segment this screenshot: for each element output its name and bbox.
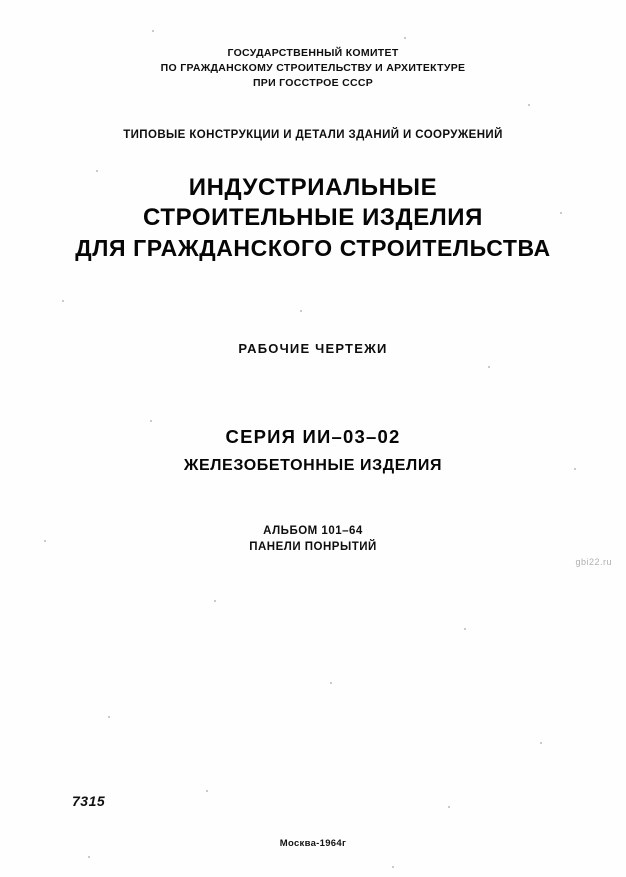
title-line-3: ДЛЯ ГРАЖДАНСКОГО СТРОИТЕЛЬСТВА (75, 235, 551, 261)
imprint-line: Москва-1964г (279, 838, 347, 849)
scan-speckle (88, 856, 90, 858)
scan-speckle (206, 790, 208, 792)
album-number: АЛЬБОМ 101–64 (263, 525, 363, 537)
agency-line-1: ГОСУДАРСТВЕННЫЙ КОМИТЕТ (227, 47, 399, 59)
album-info (0, 523, 626, 555)
title-line-1: ИНДУСТРИАЛЬНЫЕ (188, 174, 438, 201)
subject-line: ТИПОВЫЕ КОНСТРУКЦИИ И ДЕТАЛИ ЗДАНИЙ И СООРУЖЕНИЙ (123, 129, 503, 141)
album-subject: ПАНЕЛИ ПОНРЫТИЙ (249, 541, 377, 553)
scan-speckle (330, 682, 332, 684)
scan-speckle (392, 866, 394, 868)
scan-speckle (464, 628, 466, 630)
agency-line-3: ПРИ ГОССТРОЕ СССР (252, 77, 374, 89)
document-number: 7315 (72, 793, 106, 809)
agency-line-2: ПО ГРАЖДАНСКОМУ СТРОИТЕЛЬСТВУ И АРХИТЕКТУРЕ (160, 62, 466, 74)
scan-speckle (448, 806, 450, 808)
scan-speckle (214, 600, 216, 602)
series-designation: СЕРИЯ ИИ–03–02 (225, 426, 401, 447)
scan-speckle (108, 716, 110, 718)
series-subtitle: ЖЕЛЕЗОБЕТОННЫЕ ИЗДЕЛИЯ (183, 457, 443, 474)
issuing-agency (0, 46, 626, 91)
page-title (0, 173, 626, 263)
scan-speckle (540, 742, 542, 744)
document-kind: РАБОЧИЕ ЧЕРТЕЖИ (238, 341, 388, 356)
title-line-2: СТРОИТЕЛЬНЫЕ ИЗДЕЛИЯ (143, 204, 483, 231)
watermark-text: gbi22.ru (575, 557, 612, 567)
